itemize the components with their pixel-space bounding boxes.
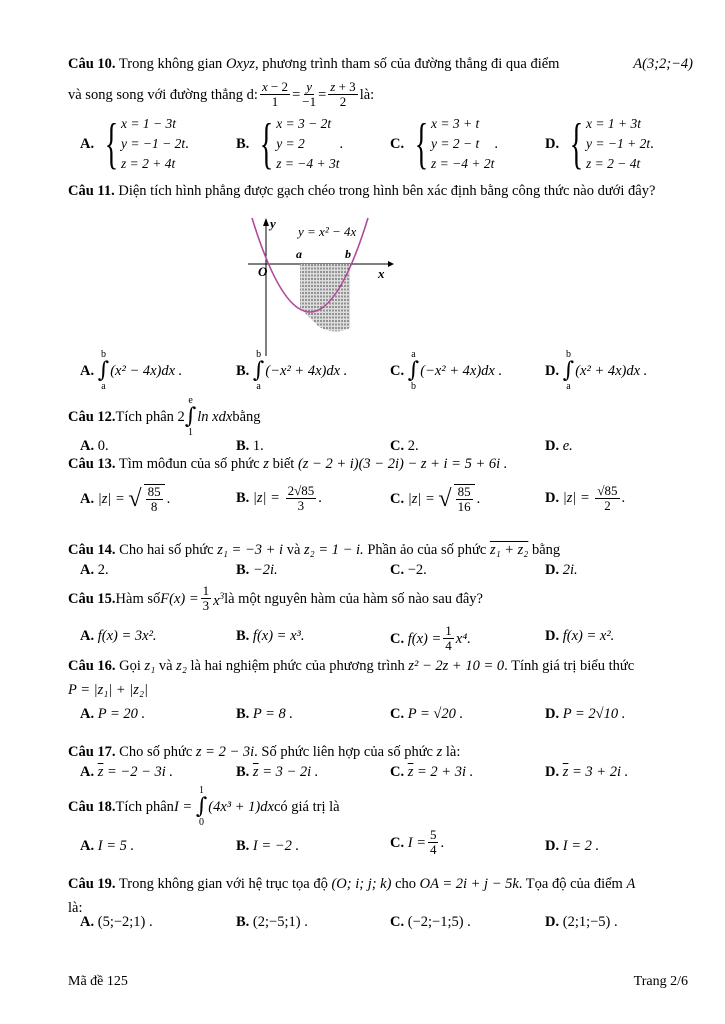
question-17: Câu 17. Cho số phức z = 2 − 3i. Số phức liên hợp của số phức z là: <box>68 744 461 760</box>
option-c[interactable]: C. { x = 3 + t y = 2 − t z = −4 + 2t . <box>390 113 498 175</box>
question-18: Câu 18. Tích phân I = 1 ∫ 0 (4x³ + 1)dx có giá trị là <box>68 785 340 828</box>
svg-text:y: y <box>270 216 276 231</box>
option-d[interactable]: D. I = 2 . <box>545 838 600 854</box>
option-c[interactable]: C. a ∫ b (−x² + 4x)dx . <box>390 349 503 392</box>
question-label: Câu 10. <box>68 56 116 72</box>
option-b[interactable]: B. |z| = $\frac{2√85}{3}$ . <box>236 483 322 513</box>
question-10-line2: và song song với đường thẳng d: $\frac{x - 2}{1}$ = $\frac{y}{-1}$ = $\frac{z + 3}{2}$ là: <box>68 79 375 109</box>
option-d[interactable]: D. f(x) = x². <box>545 628 615 644</box>
parabola-graph <box>238 216 398 366</box>
options-17 <box>68 760 693 784</box>
page-footer <box>68 974 688 990</box>
svg-text:O: O <box>258 264 268 279</box>
svg-text:x: x <box>378 266 385 281</box>
option-a[interactable]: A. 0. <box>80 438 109 454</box>
option-b[interactable]: B. { x = 3 − 2t y = 2 z = −4 + 3t . <box>236 113 344 175</box>
hatched-region <box>298 262 352 346</box>
option-b[interactable]: B. −2i. <box>236 562 278 578</box>
option-a[interactable]: A. $\overline{z}$ = −2 − 3i . <box>80 764 174 780</box>
option-b[interactable]: B. I = −2 . <box>236 838 300 854</box>
option-d[interactable]: D. |z| = $\frac{√85}{2}$ . <box>545 483 626 513</box>
options-13 <box>68 480 693 524</box>
options-19 <box>68 910 693 934</box>
options-11 <box>68 349 693 392</box>
option-d[interactable]: D. b ∫ a (x² + 4x)dx . <box>545 349 648 392</box>
question-13: Câu 13. Tìm môđun của số phức z biết (z − 2 + i)(3 − 2i) − z + i = 5 + 6i . <box>68 456 508 472</box>
options-14 <box>68 558 693 582</box>
option-c[interactable]: C. f(x) = $\frac{1}{4}$ x⁴. <box>390 623 471 653</box>
question-19-line2: là: <box>68 900 83 916</box>
question-10: Câu 10. Trong không gian Oxyz, phương trình tham số của đường thẳng đi qua điểm A(3;2;−4) <box>68 56 693 72</box>
options-18 <box>68 828 693 860</box>
option-c[interactable]: C. 2. <box>390 438 419 454</box>
question-11: Câu 11. Diện tích hình phẳng được gạch chéo trong hình bên xác định bằng công thức nào dưới đây? <box>68 183 656 199</box>
option-b[interactable]: B. (2;−5;1) . <box>236 914 308 930</box>
option-b[interactable]: B. f(x) = x³. <box>236 628 305 644</box>
options-16 <box>68 702 693 726</box>
svg-text:y = x² − 4x: y = x² − 4x <box>298 224 357 239</box>
option-d[interactable]: D. { x = 1 + 3t y = −1 + 2t z = 2 − 4t . <box>545 113 654 175</box>
option-d[interactable]: D. $\overline{z}$ = 3 + 2i . <box>545 764 629 780</box>
svg-text:a: a <box>296 247 302 261</box>
option-b[interactable]: B. b ∫ a (−x² + 4x)dx . <box>236 349 348 392</box>
option-c[interactable]: C. −2. <box>390 562 427 578</box>
option-a[interactable]: A. { x = 1 − 3t y = −1 − 2t z = 2 + 4t . <box>80 113 189 175</box>
options-10 <box>68 114 693 180</box>
option-b[interactable]: B. $\overline{z}$ = 3 − 2i . <box>236 764 319 780</box>
option-a[interactable]: A. P = 20 . <box>80 706 146 722</box>
fraction: $\frac{x - 2}{1}$ <box>261 79 289 109</box>
option-d[interactable]: D. P = 2√10 . <box>545 706 626 722</box>
option-c[interactable]: C. P = √20 . <box>390 706 464 722</box>
option-c[interactable]: C. (−2;−1;5) . <box>390 914 471 930</box>
options-15 <box>68 624 693 654</box>
svg-text:b: b <box>345 247 351 261</box>
option-a[interactable]: A. |z| = √ $\frac{85}{8}$ . <box>80 484 171 514</box>
option-a[interactable]: A. (5;−2;1) . <box>80 914 153 930</box>
option-c[interactable]: C. |z| = √ $\frac{85}{16}$ . <box>390 484 481 514</box>
option-d[interactable]: D. (2;1;−5) . <box>545 914 618 930</box>
option-b[interactable]: B. 1. <box>236 438 264 454</box>
question-14: Câu 14. Cho hai số phức z₁ = −3 + i và z₂ = 1 − i. Phần ảo của số phức z₁ + z₂ bằng <box>68 542 561 558</box>
fraction: $\frac{y}{-1}$ <box>302 79 317 109</box>
exam-code: Mã đề 125 <box>68 974 128 989</box>
option-a[interactable]: A. 2. <box>80 562 109 578</box>
option-a[interactable]: A. b ∫ a (x² − 4x)dx . <box>80 349 183 392</box>
question-19: Câu 19. Trong không gian với hệ trục tọa độ (O; i; j; k) cho OA = 2i + j − 5k. Tọa độ của điểm A <box>68 876 636 892</box>
option-a[interactable]: A. I = 5 . <box>80 838 135 854</box>
question-16-line2: P = |z₁| + |z₂| <box>68 682 148 698</box>
question-15: Câu 15. Hàm số F(x) = $\frac{1}{3}$ $x^3$ là một nguyên hàm của hàm số nào sau đây? <box>68 583 483 613</box>
fraction: $\frac{z + 3}{2}$ <box>330 79 356 109</box>
question-12: Câu 12. Tích phân 2 e ∫ 1 ln xdx bằng <box>68 395 261 438</box>
option-c[interactable]: C. $\overline{z}$ = 2 + 3i . <box>390 764 474 780</box>
option-c[interactable]: C. I = $\frac{5}{4}$ . <box>390 827 445 857</box>
option-d[interactable]: D. e. <box>545 438 573 454</box>
question-16: Câu 16. Gọi z₁ và z₂ là hai nghiệm phức của phương trình z² − 2z + 10 = 0. Tính giá trị biểu thức <box>68 658 635 674</box>
option-d[interactable]: D. 2i. <box>545 562 578 578</box>
option-a[interactable]: A. f(x) = 3x². <box>80 628 157 644</box>
option-b[interactable]: B. P = 8 . <box>236 706 294 722</box>
page-number: Trang 2/6 <box>633 974 688 989</box>
